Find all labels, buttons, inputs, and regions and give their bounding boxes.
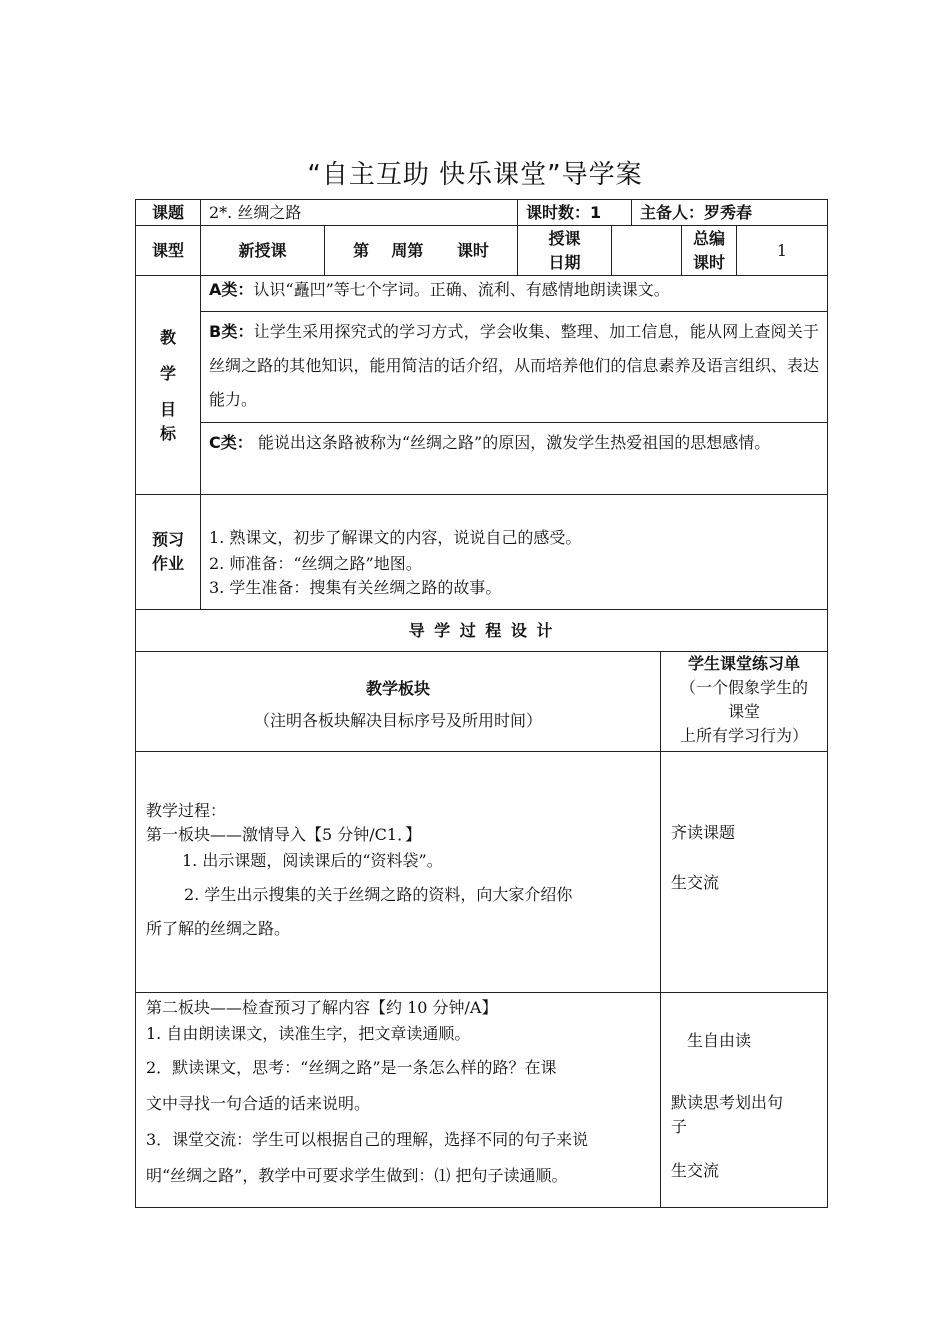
block2-heading: 第二板块——检查预习了解内容【约 10 分钟/A】 <box>146 998 498 1017</box>
goals-label-cell <box>135 275 201 495</box>
type-label: 课型 <box>151 240 184 260</box>
topic-value: 2*. 丝绸之路 <box>209 203 302 222</box>
process-header: 导 学 过 程 设 计 <box>408 620 555 640</box>
block2-item1: 1. 自由朗读课文，读准生字，把文章读通顺。 <box>146 1024 471 1043</box>
teaching-blocks-title: 教学板块 <box>365 679 430 698</box>
goals-label-char: 标 <box>159 424 176 443</box>
block2-teaching-cell <box>135 992 661 1208</box>
date-label-line1: 授课 <box>548 228 581 248</box>
student-sheet-note-line1: （一个假象学生的 <box>679 678 808 697</box>
total-label-line1: 总编 <box>692 228 725 248</box>
block1-student1: 齐读课题 <box>671 823 736 842</box>
periods-cell <box>517 199 632 226</box>
total-label-line2: 课时 <box>692 252 725 272</box>
goal-a-text: 认识“矗凹”等七个字词。正确、流利、有感情地朗读课文。 <box>253 280 670 299</box>
goals-label-char: 学 <box>159 364 176 383</box>
week-text: 第 周第 课时 <box>353 240 489 260</box>
teaching-blocks-note: （注明各板块解决目标序号及所用时间） <box>253 711 542 730</box>
preparer-label: 主备人：罗秀春 <box>640 203 753 222</box>
block1-student-cell <box>660 751 828 993</box>
block2-item2-line2: 文中寻找一句合适的话来说明。 <box>146 1094 371 1113</box>
process-header-cell <box>135 609 828 652</box>
goal-b-text: 让学生采用探究式的学习方式，学会收集、整理、加工信息，能从网上查阅关于丝绸之路的其他知识，能用简洁的话介绍，从而培养他们的信息素养及语言组织、表达能力。 <box>209 322 819 409</box>
block1-student2: 生交流 <box>671 873 720 892</box>
periods-label: 课时数：1 <box>526 203 602 222</box>
block1-teaching-cell <box>135 751 661 993</box>
block1-heading: 第一板块——激情导入【5 分钟/C1．】 <box>146 825 422 844</box>
block1-item2-line2: 所了解的丝绸之路。 <box>146 919 291 938</box>
type-label-cell <box>135 225 201 276</box>
preview-label-cell <box>135 494 201 610</box>
student-sheet-title: 学生课堂练习单 <box>687 654 800 673</box>
goal-c-label: C类： <box>209 433 253 452</box>
date-value-cell <box>611 225 682 276</box>
preview-content-cell <box>200 494 828 610</box>
block2-item2-line1: 2．默读课文，思考：“丝绸之路”是一条怎么样的路？在课 <box>146 1058 557 1077</box>
goal-c-cell <box>200 422 828 495</box>
total-value: 1 <box>776 240 788 260</box>
type-value: 新授课 <box>238 240 287 260</box>
goals-label-char: 教 <box>159 328 176 347</box>
goal-a-label: A类： <box>209 280 254 299</box>
block2-student-cell <box>660 992 828 1208</box>
date-label-cell <box>517 225 612 276</box>
topic-label: 课题 <box>151 202 184 222</box>
preparer-cell <box>631 199 828 226</box>
preview-item: 1. 熟课文，初步了解课文的内容，说说自己的感受。 <box>209 528 582 547</box>
total-label-cell <box>681 225 737 276</box>
topic-value-cell <box>200 199 518 226</box>
block2-student2-line1: 默读思考划出句 <box>671 1093 784 1112</box>
week-cell <box>324 225 518 276</box>
block1-item1: 1. 出示课题，阅读课后的“资料袋”。 <box>182 851 443 870</box>
document-title: “自主互助 快乐课堂”导学案 <box>307 160 643 190</box>
block1-item2-line1: 2. 学生出示搜集的关于丝绸之路的资料，向大家介绍你 <box>184 885 573 904</box>
block2-student1: 生自由读 <box>687 1031 752 1050</box>
topic-label-cell <box>135 199 201 226</box>
teaching-blocks-header-cell <box>135 651 661 752</box>
student-sheet-note-line3: 上所有学习行为） <box>679 726 808 745</box>
date-label-line2: 日期 <box>548 252 581 272</box>
block2-item3-line2: 明“丝绸之路”，教学中可要求学生做到：⑴ 把句子读通顺。 <box>146 1166 568 1185</box>
total-value-cell <box>736 225 828 276</box>
block1-intro: 教学过程： <box>146 801 227 820</box>
preview-label-line2: 作业 <box>151 554 184 573</box>
student-sheet-note-line2: 课堂 <box>727 702 760 721</box>
preview-item: 3. 学生准备：搜集有关丝绸之路的故事。 <box>209 578 502 597</box>
goal-c-text: 能说出这条路被称为“丝绸之路”的原因，激发学生热爱祖国的思想感情。 <box>252 433 771 452</box>
block2-student3: 生交流 <box>671 1161 720 1180</box>
goal-b-cell <box>200 311 828 423</box>
goal-b-label: B类： <box>209 322 254 341</box>
type-value-cell <box>200 225 325 276</box>
goals-label-char: 目 <box>159 400 176 419</box>
block2-student2-line2: 子 <box>671 1117 688 1136</box>
student-sheet-header-cell <box>660 651 828 752</box>
block2-item3-line1: 3．课堂交流：学生可以根据自己的理解，选择不同的句子来说 <box>146 1130 589 1149</box>
preview-item: 2. 师准备：“丝绸之路”地图。 <box>209 554 422 573</box>
goal-a-cell <box>200 275 828 312</box>
preview-label-line1: 预习 <box>151 530 184 549</box>
